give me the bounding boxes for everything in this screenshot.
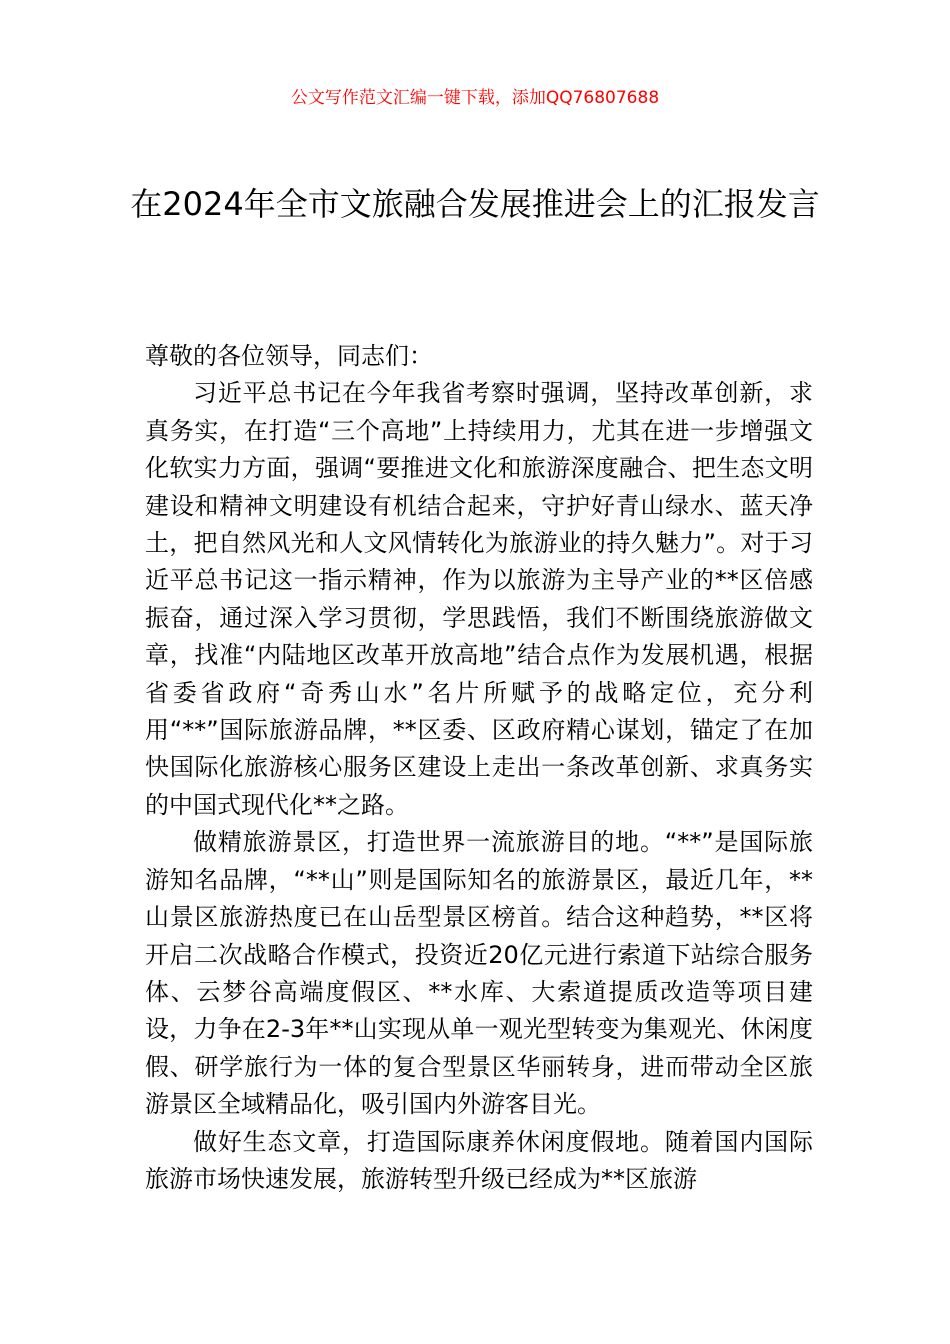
document-title: 在2024年全市文旅融合发展推进会上的汇报发言 — [130, 185, 820, 223]
paragraph-3: 做好生态文章，打造国际康养休闲度假地。随着国内国际旅游市场快速发展，旅游转型升级已经成为**区旅游 — [145, 1127, 813, 1193]
document-body — [145, 338, 813, 1198]
salutation: 尊敬的各位领导，同志们： — [145, 342, 433, 370]
paragraph-2: 做精旅游景区，打造世界一流旅游目的地。“**”是国际旅游知名品牌，“**山”则是国际知名的旅游景区，最近几年，**山景区旅游热度已在山岳型景区榜首。结合这种趋势，**区将开启二次战略合作模式，投资近20亿元进行索道下站综合服务体、云梦谷高端度假区、**水库、大索道提质改造等项目建设，力争在2-3年**山实现从单一观光型转变为集观光、休闲度假、研学旅行为一体的复合型景区华丽转身，进而带动全区旅游景区全域精品化，吸引国内外游客目光。 — [145, 828, 813, 1119]
paragraph-1: 习近平总书记在今年我省考察时强调，坚持改革创新，求真务实，在打造“三个高地”上持续用力，尤其在进一步增强文化软实力方面，强调“要推进文化和旅游深度融合、把生态文明建设和精神文明建设有机结合起来，守护好青山绿水、蓝天净土，把自然风光和人文风情转化为旅游业的持久魅力”。对于习近平总书记这一指示精神，作为以旅游为主导产业的**区倍感振奋，通过深入学习贯彻，学思践悟，我们不断围绕旅游做文章，找准“内陆地区改革开放高地”结合点作为发展机遇，根据省委省政府“奇秀山水”名片所赋予的战略定位，充分利用“**”国际旅游品牌，**区委、区政府精心谋划，锚定了在加快国际化旅游核心服务区建设上走出一条改革创新、求真务实的中国式现代化**之路。 — [145, 379, 813, 819]
download-promo-note: 公文写作范文汇编一键下载，添加QQ76807688 — [290, 88, 660, 108]
